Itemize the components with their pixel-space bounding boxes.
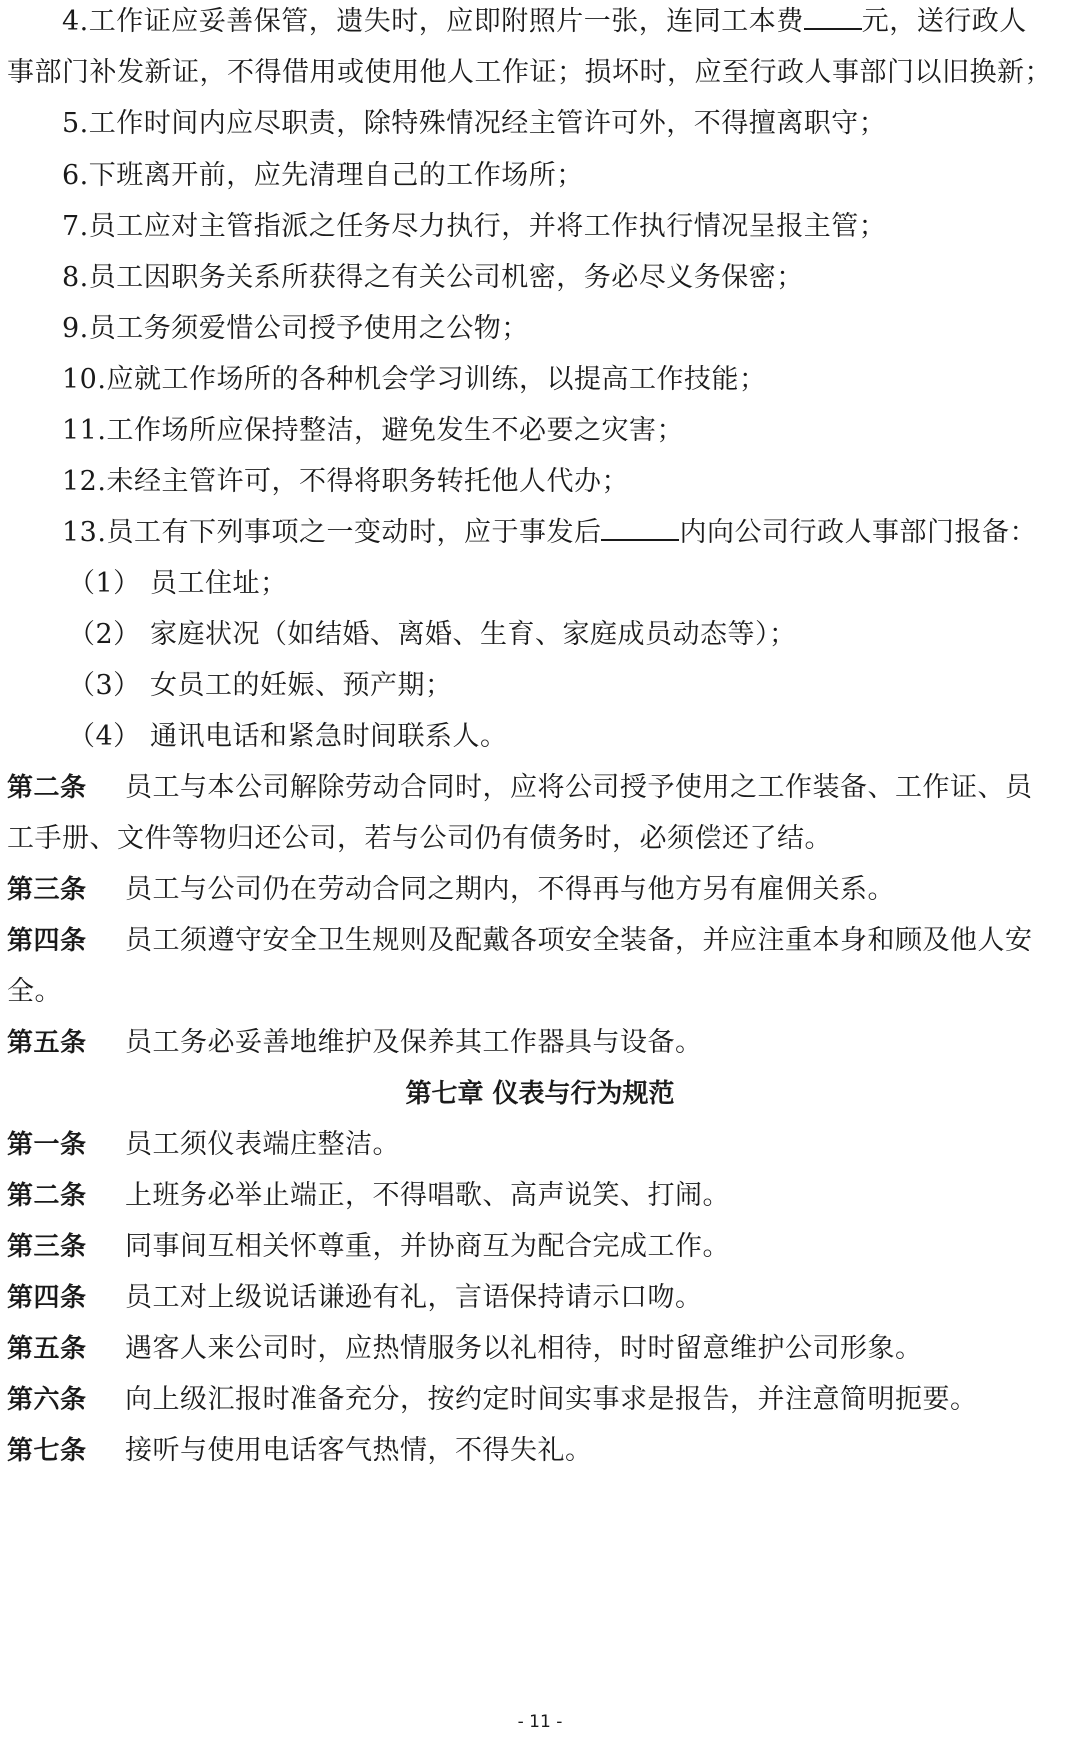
rule-item-11: 11.工作场所应保持整洁，避免发生不必要之灾害； <box>62 415 684 446</box>
ch7-article-4 <box>0 1270 1080 1326</box>
ch7-article-5 <box>0 1321 1080 1377</box>
sub-item <box>0 709 1080 765</box>
rule-item-4 <box>0 0 1080 50</box>
sub-item <box>0 556 1080 612</box>
ch7-article-6 <box>0 1372 1080 1428</box>
article-label: 第三条 <box>7 875 87 905</box>
article-label: 第六条 <box>7 1385 87 1415</box>
article-label: 第二条 <box>7 773 87 803</box>
article-text: 员工对上级说话谦逊有礼，言语保持请示口吻。 <box>125 1282 703 1313</box>
article-2-continuation: 工手册、文件等物归还公司，若与公司仍有债务时，必须偿还了结。 <box>7 823 832 854</box>
rule-item-8: 8.员工因职务关系所获得之有关公司机密，务必尽义务保密； <box>62 262 804 293</box>
sub-item <box>0 607 1080 663</box>
article-text: 同事间互相关怀尊重，并协商互为配合完成工作。 <box>125 1231 730 1262</box>
rule-item-6: 6.下班离开前，应先清理自己的工作场所； <box>62 160 584 191</box>
sub-item-text: 家庭状况（如结婚、离婚、生育、家庭成员动态等）； <box>150 619 797 650</box>
sub-item-text: 员工住址； <box>150 568 288 599</box>
page-number: - 11 - <box>517 1712 563 1732</box>
report-period-blank <box>601 509 679 541</box>
article-label: 第五条 <box>7 1028 87 1058</box>
article-text: 员工与本公司解除劳动合同时，应将公司授予使用之工作装备、工作证、员 <box>125 772 1033 803</box>
article-5 <box>0 1015 1080 1071</box>
article-4 <box>0 913 1080 969</box>
article-label: 第一条 <box>7 1130 87 1160</box>
article-label: 第四条 <box>7 926 87 956</box>
article-label: 第二条 <box>7 1181 87 1211</box>
article-3 <box>0 862 1080 918</box>
article-2 <box>0 760 1080 816</box>
ch7-article-1 <box>0 1117 1080 1173</box>
article-label: 第三条 <box>7 1232 87 1262</box>
rule-item-4-continuation: 事部门补发新证，不得借用或使用他人工作证；损坏时，应至行政人事部门以旧换新； <box>7 57 1052 88</box>
article-text: 员工须仪表端庄整洁。 <box>125 1129 400 1160</box>
rule-item-4-text-b: 元，送行政人 <box>861 6 1027 37</box>
article-label: 第七条 <box>7 1436 87 1466</box>
rule-item-12: 12.未经主管许可，不得将职务转托他人代办； <box>62 466 629 497</box>
sub-item-number: （1） <box>68 568 141 599</box>
sub-item-number: （4） <box>68 721 141 752</box>
sub-item-number: （3） <box>68 670 141 701</box>
article-4-continuation: 全。 <box>7 976 62 1007</box>
rule-item-13-text-b: 内向公司行政人事部门报备： <box>679 517 1037 548</box>
rule-item-9: 9.员工务须爱惜公司授予使用之公物； <box>62 313 529 344</box>
ch7-article-7 <box>0 1423 1080 1479</box>
article-label: 第五条 <box>7 1334 87 1364</box>
rule-item-13 <box>0 505 1080 561</box>
article-text: 员工须遵守安全卫生规则及配戴各项安全装备，并应注重本身和顾及他人安 <box>125 925 1033 956</box>
fee-blank <box>804 0 862 30</box>
article-text: 上班务必举止端正，不得唱歌、高声说笑、打闹。 <box>125 1180 730 1211</box>
article-text: 遇客人来公司时，应热情服务以礼相待，时时留意维护公司形象。 <box>125 1333 923 1364</box>
rule-item-5: 5.工作时间内应尽职责，除特殊情况经主管许可外，不得擅离职守； <box>62 108 887 139</box>
ch7-article-3 <box>0 1219 1080 1275</box>
sub-item-text: 通讯电话和紧急时间联系人。 <box>150 721 508 752</box>
chapter-heading: 第七章 仪表与行为规范 <box>405 1079 675 1109</box>
article-text: 员工务必妥善地维护及保养其工作器具与设备。 <box>125 1027 703 1058</box>
article-text: 接听与使用电话客气热情，不得失礼。 <box>125 1435 593 1466</box>
article-text: 员工与公司仍在劳动合同之期内，不得再与他方另有雇佣关系。 <box>125 874 895 905</box>
sub-item-text: 女员工的妊娠、预产期； <box>150 670 453 701</box>
sub-item-number: （2） <box>68 619 141 650</box>
rule-item-4-text-a: 4.工作证应妥善保管，遗失时，应即附照片一张，连同工本费 <box>62 6 804 37</box>
ch7-article-2 <box>0 1168 1080 1224</box>
rule-item-13-text-a: 13.员工有下列事项之一变动时，应于事发后 <box>62 517 602 548</box>
rule-item-7: 7.员工应对主管指派之任务尽力执行，并将工作执行情况呈报主管； <box>62 211 887 242</box>
rule-item-10: 10.应就工作场所的各种机会学习训练，以提高工作技能； <box>62 364 767 395</box>
article-text: 向上级汇报时准备充分，按约定时间实事求是报告，并注意简明扼要。 <box>125 1384 978 1415</box>
article-label: 第四条 <box>7 1283 87 1313</box>
sub-item <box>0 658 1080 714</box>
